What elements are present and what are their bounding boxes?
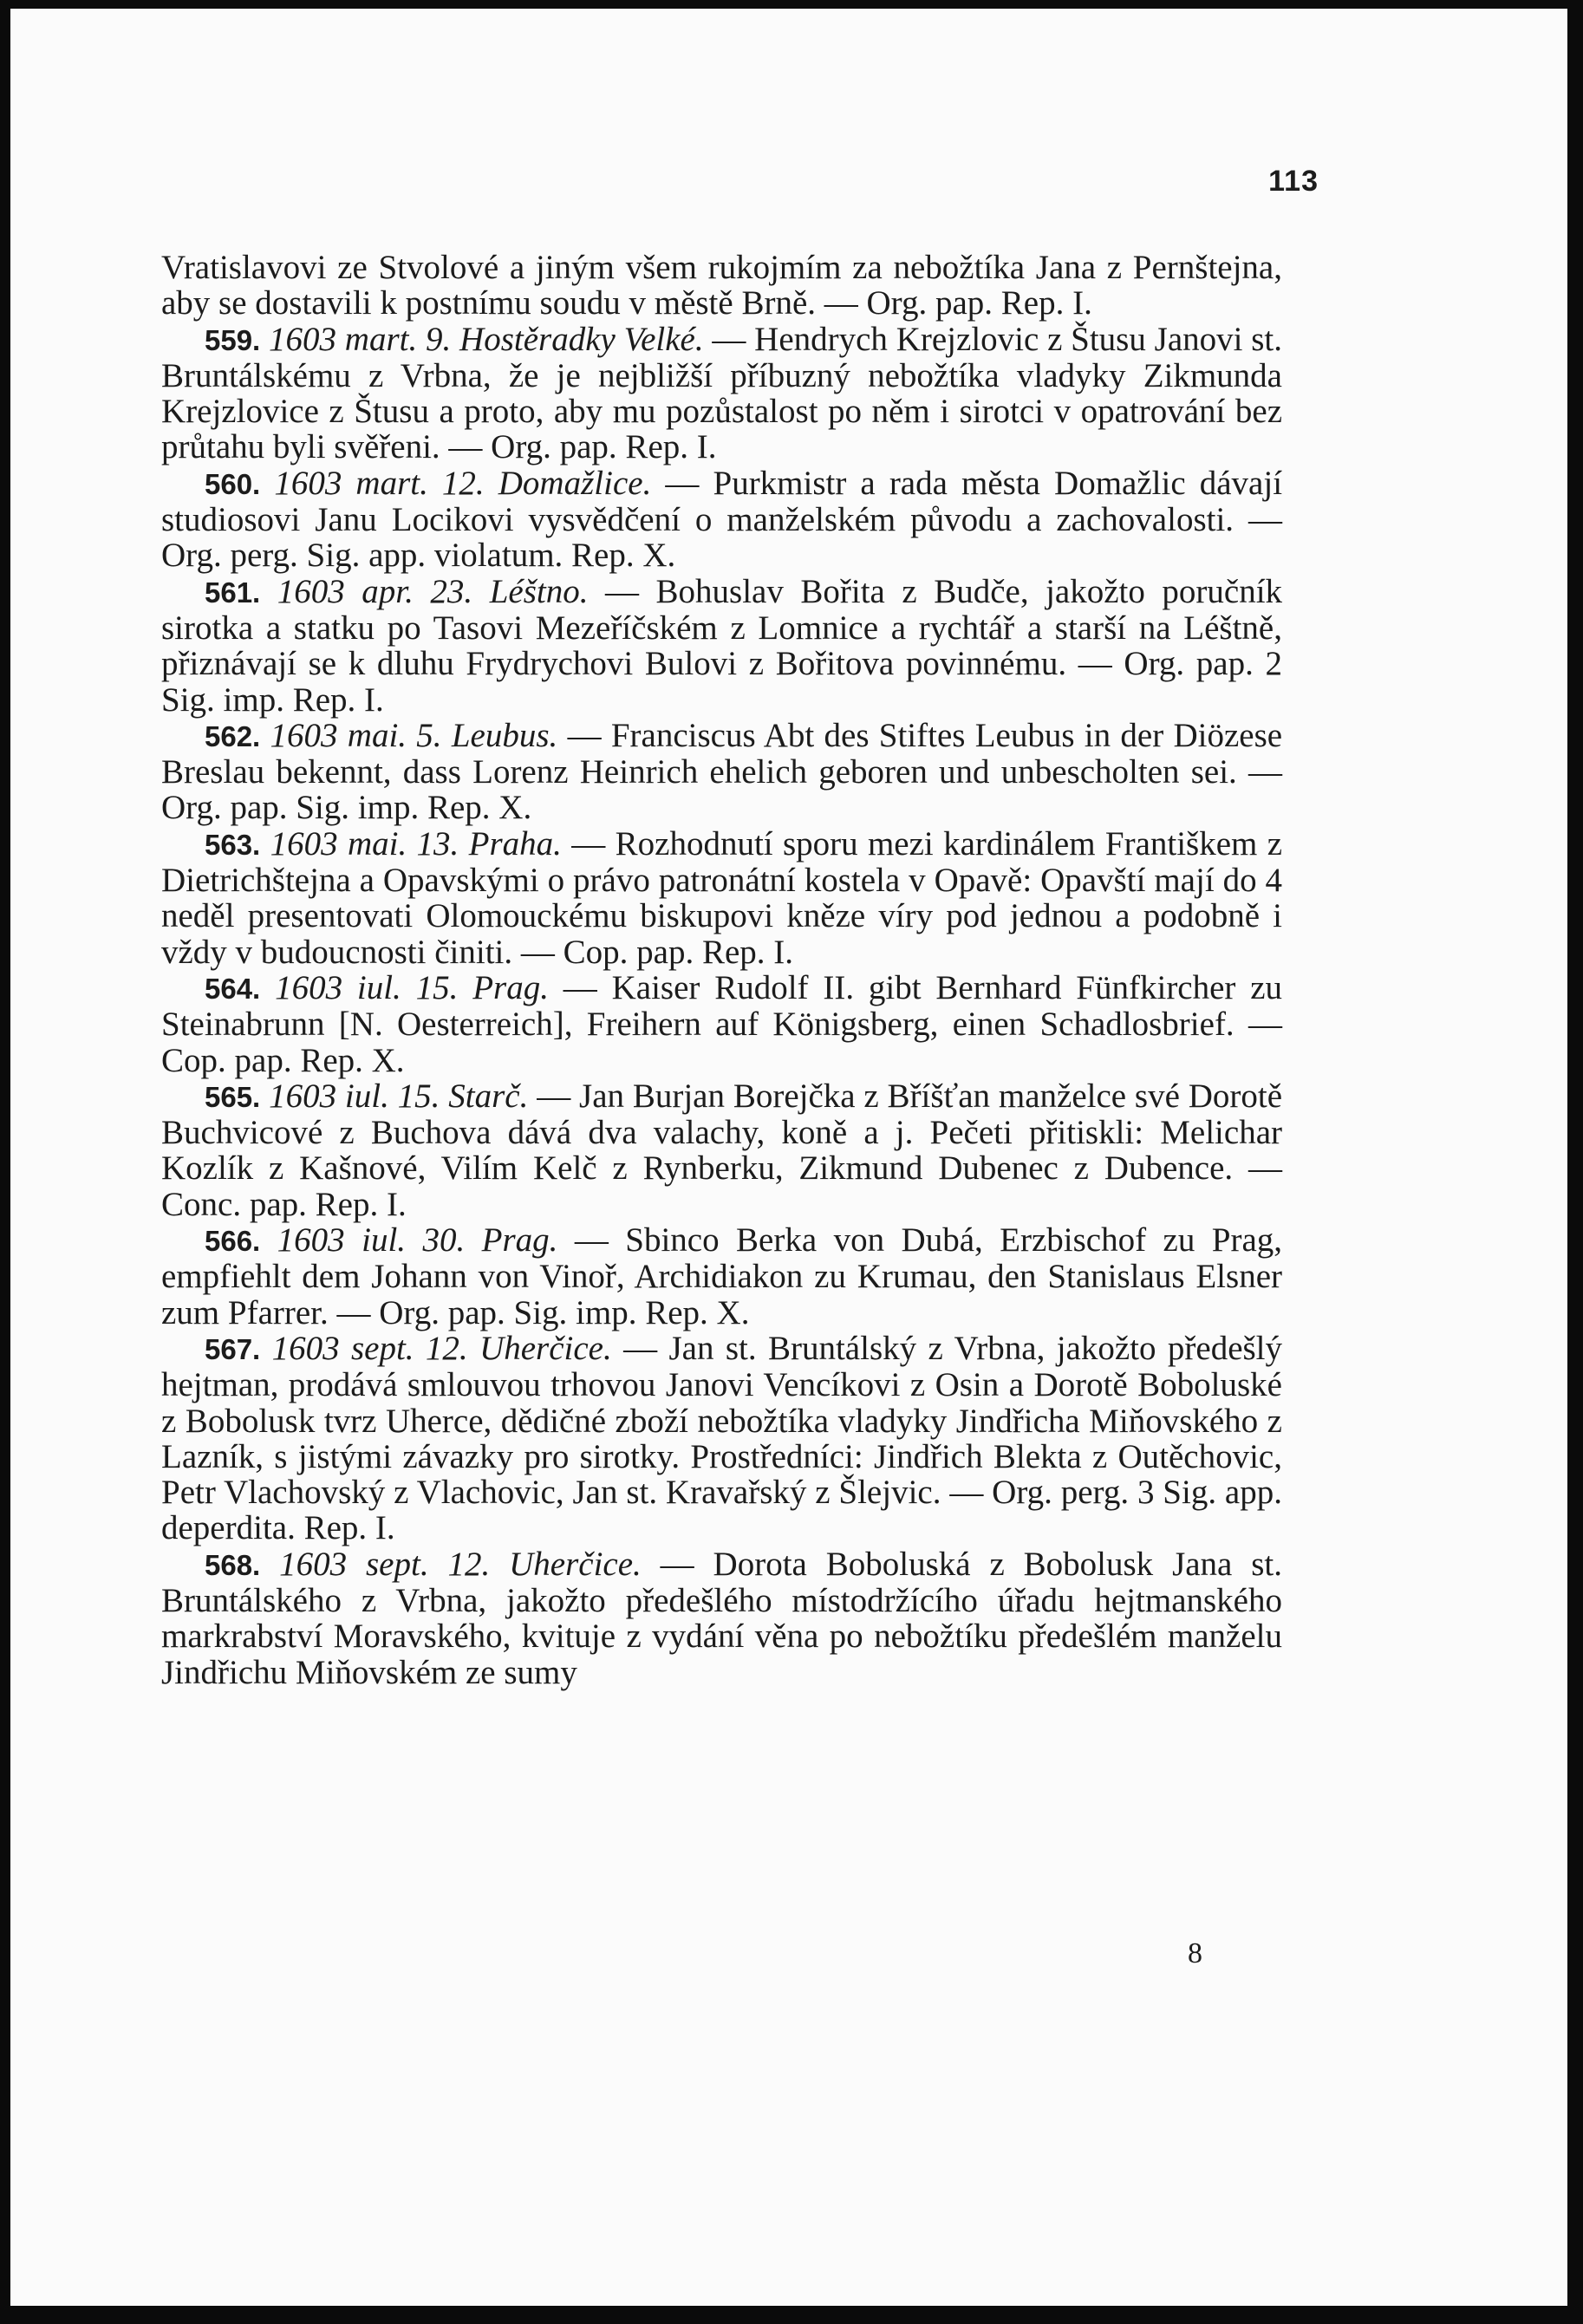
entry-place: Praha. [468, 824, 562, 863]
entry-564 [161, 970, 1282, 1078]
printer-signature: 8 [1188, 1937, 1202, 1969]
entry-place: Prag. [472, 968, 549, 1006]
entry-date: 1603 mart. 9. [269, 320, 452, 358]
entry-date: 1603 iul. 15. [269, 1077, 440, 1115]
entry-date: 1603 mai. 5. [270, 716, 442, 754]
entry-text: — Sbinco Berka von Dubá, Erzbischof zu Prag, empfiehlt dem Johann von Vinoř, Archidiakon zu Krumau, den Stanislaus Elsner zum Pfarrer. — Org. pap. Sig. imp. Rep. X. [161, 1221, 1283, 1331]
entry-number: 565. [205, 1080, 261, 1113]
page-number: 113 [1268, 165, 1319, 198]
entry-text: — Hendrych Krejzlovic z Štusu Janovi st. Bruntálskému z Vrbna, že je nejbližší příbuzný nebožtíka vladyky Zikmunda Krejzlovice z Štusu a proto, aby mu pozůstalost po něm i sirotci v opatrování bez průtahu byli svěřeni. — Org. pap. Rep. I. [161, 320, 1282, 466]
entry-563 [161, 826, 1282, 970]
entry-text: — Jan Burjan Borejčka z Bříšťan manželce své Dorotě Buchvicové z Buchova dává dva valachy, koně a j. Pečeti přitiskli: Melichar Kozlík z Kašnové, Vilím Kelč z Rynberku, Zikmund Dubenec z Dubence. — Conc. pap. Rep. I. [161, 1077, 1283, 1223]
entry-560 [161, 465, 1282, 574]
regesta-text [161, 250, 1282, 1690]
entry-566 [161, 1222, 1282, 1331]
entry-text: — Purkmistr a rada města Domažlic dávají studiosovi Janu Locikovi vysvědčení o manželském původu a zachovalosti. — Org. perg. Sig. app. violatum. Rep. X. [161, 464, 1283, 575]
entry-date: 1603 sept. 12. [279, 1545, 491, 1583]
entry-text: — Bohuslav Bořita z Budče, jakožto poručník sirotka a statku po Tasovi Mezeříčském z Lomnice a rychtář a starší na Léštně, přiznávají se k dluhu Frydrychovi Bulovi z Bořitova povinnému. — Org. pap. 2 Sig. imp. Rep. I. [161, 572, 1283, 719]
entry-number: 559. [205, 323, 261, 356]
entry-place: Uherčice. [479, 1329, 612, 1367]
entry-place: Uherčice. [509, 1545, 642, 1583]
entry-565 [161, 1078, 1282, 1222]
entry-568 [161, 1546, 1282, 1690]
entry-number: 563. [205, 828, 261, 861]
entry-place: Prag. [481, 1221, 558, 1260]
entry-text: — Kaiser Rudolf II. gibt Bernhard Fünfkircher zu Steinabrunn [N. Oesterreich], Freihern auf Königsberg, einen Schadlosbrief. — Cop. pap. Rep. X. [161, 968, 1283, 1079]
intro-paragraph: Vratislavovi ze Stvolové a jiným všem rukojmím za nebožtíka Jana z Pernštejna, aby se dostavili k postnímu soudu v městě Brně. — Org. pap. Rep. I. [161, 249, 1282, 322]
entry-date: 1603 mai. 13. [270, 824, 459, 863]
entry-number: 561. [205, 576, 261, 609]
entry-559 [161, 322, 1282, 465]
entry-date: 1603 apr. 23. [277, 572, 473, 610]
entry-date: 1603 sept. 12. [271, 1329, 468, 1367]
entry-place: Domažlice. [498, 464, 652, 502]
entry-text: — Jan st. Bruntálský z Vrbna, jakožto předešlý hejtman, prodává smlouvou trhovou Janovi Vencíkovi z Osin a Dorotě Boboluské z Bobolusk tvrz Uherce, dědičné zboží nebožtíka vladyky Jindřicha Miňovského z Lazník, s jistými závazky pro sirotky. Prostředníci: Jindřich Blekta z Outěchovic, Petr Vlachovský z Vlachovic, Jan st. Kravařský z Šlejvic. — Org. perg. 3 Sig. app. deperdita. Rep. I. [161, 1329, 1283, 1547]
entry-text: — Rozhodnutí sporu mezi kardinálem Františkem z Dietrichštejna a Opavskými o právo patronátní kostela v Opavě: Opavští mají do 4 neděl presentovati Olomouckému biskupovi kněze víry pod jednou a podobně i vždy v budoucnosti činiti. — Cop. pap. Rep. I. [161, 824, 1283, 971]
book-page [10, 9, 1567, 2306]
entry-number: 568. [205, 1548, 261, 1581]
entry-text: — Franciscus Abt des Stiftes Leubus in der Diözese Breslau bekennt, dass Lorenz Heinrich ehelich geboren und unbescholten sei. — Org. pap. Sig. imp. Rep. X. [161, 716, 1283, 827]
entry-562 [161, 718, 1282, 826]
entry-number: 562. [205, 719, 261, 752]
entry-date: 1603 mart. 12. [274, 464, 485, 502]
entry-561 [161, 574, 1282, 718]
entry-place: Leubus. [451, 716, 558, 754]
entry-number: 560. [205, 467, 261, 500]
entry-number: 566. [205, 1225, 261, 1258]
entry-number: 564. [205, 972, 261, 1005]
entry-567 [161, 1331, 1282, 1546]
entry-place: Léštno. [489, 572, 589, 610]
entry-place: Starč. [448, 1077, 529, 1115]
entry-number: 567. [205, 1332, 261, 1365]
entry-place: Hostěradky Velké. [459, 320, 704, 358]
entry-date: 1603 iul. 15. [275, 968, 459, 1006]
entry-text: — Dorota Boboluská z Bobolusk Jana st. Bruntálského z Vrbna, jakožto předešlého místodržícího úřadu hejtmanského markrabství Moravského, kvituje z vydání věna po nebožtíku předešlém manželu Jindřichu Miňovském ze sumy [161, 1545, 1283, 1691]
entry-date: 1603 iul. 30. [277, 1221, 466, 1260]
